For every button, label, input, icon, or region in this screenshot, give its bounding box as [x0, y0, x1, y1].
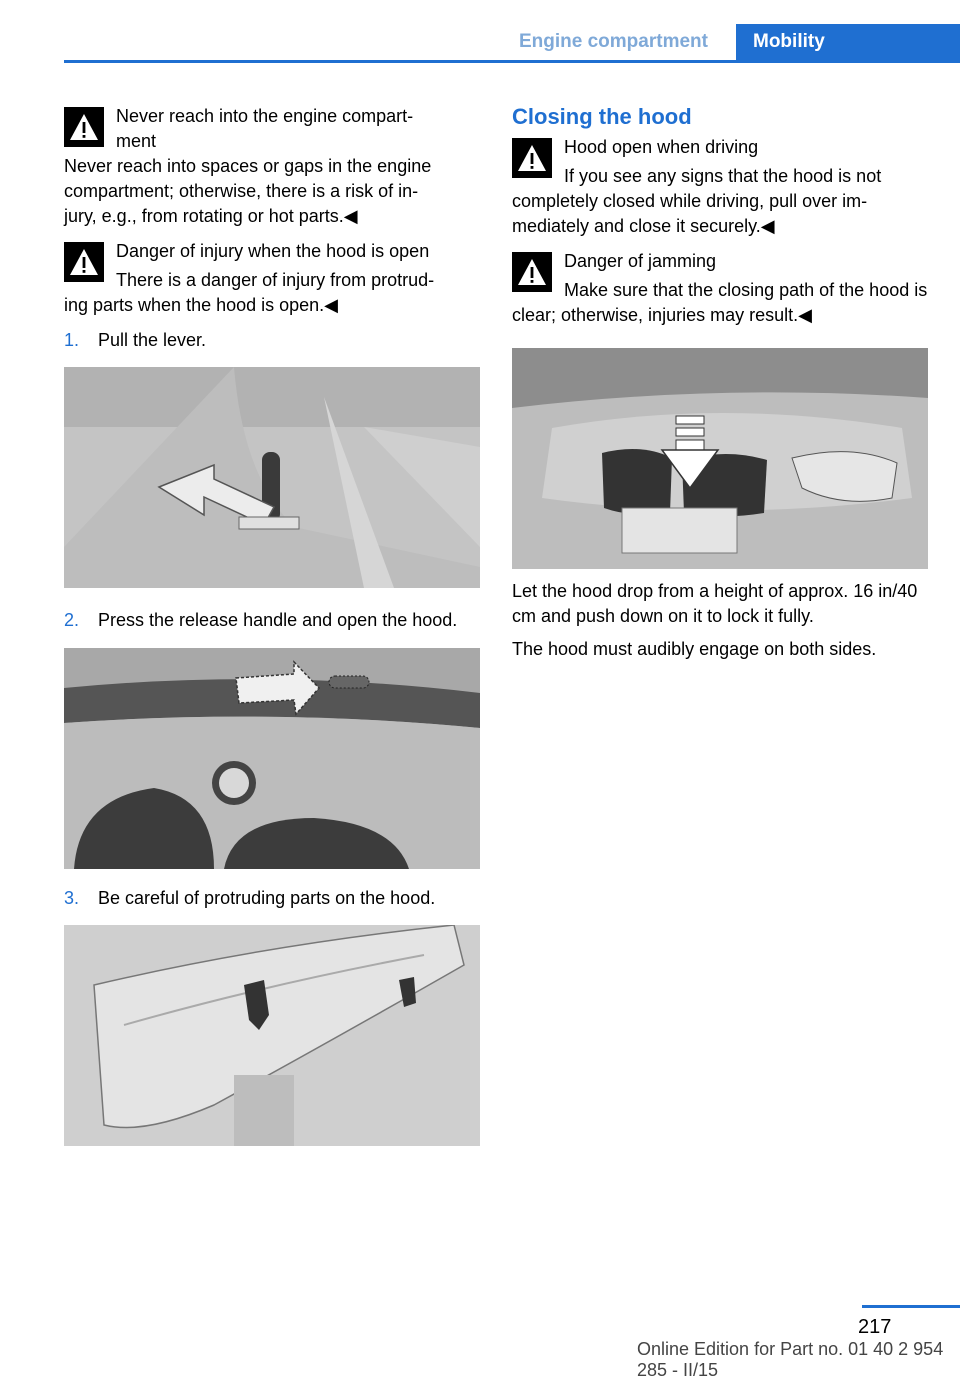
- figure-release-handle: [64, 648, 480, 869]
- warning-body: Never reach into spaces or gaps in the engine compartment; otherwise, there is a risk of in- jury, e.g., from rotating or hot parts.◀: [64, 156, 432, 226]
- warning-engine-compartment: [64, 104, 480, 229]
- warning-title: Danger of injury when the hood is open: [116, 241, 430, 261]
- figure-release-lever: [64, 367, 480, 588]
- footer-edition: Online Edition for Part no. 01 40 2 954 285 - II/15: [637, 1339, 944, 1380]
- warning-icon: [64, 107, 104, 147]
- warning-title: Never reach into the engine compart- ment: [116, 106, 414, 151]
- page-number: 217: [858, 1316, 892, 1338]
- paragraph-audible-engage: The hood must audibly engage on both sides.: [512, 639, 877, 659]
- figure-closing-hood: [512, 348, 928, 569]
- warning-title: Hood open when driving: [564, 137, 759, 157]
- step-number: 3.: [64, 888, 80, 908]
- warning-jamming: [512, 249, 928, 328]
- warning-icon: [512, 252, 552, 292]
- step-text: Press the release handle and open the hood.: [98, 610, 458, 630]
- step-3: [64, 886, 480, 911]
- step-number: 1.: [64, 330, 80, 350]
- warning-body: Make sure that the closing path of the hood is clear; otherwise, injuries may result.◀: [512, 280, 928, 325]
- warning-body: If you see any signs that the hood is not completely closed while driving, pull over im- mediately and close it securely.◀: [512, 166, 882, 236]
- warning-hood-open: [64, 239, 480, 318]
- footer-rule: [862, 1305, 960, 1308]
- right-column: [512, 103, 928, 662]
- step-text: Be careful of protruding parts on the hood.: [98, 888, 436, 908]
- warning-hood-open-driving: [512, 135, 928, 239]
- paragraph-drop-hood: Let the hood drop from a height of approx. 16 in/40 cm and push down on it to lock it fully.: [512, 581, 918, 626]
- warning-body: There is a danger of injury from protrud- ing parts when the hood is open.◀: [64, 270, 435, 315]
- warning-icon: [64, 242, 104, 282]
- header-tab-label: Mobility: [753, 31, 825, 52]
- step-1: [64, 328, 480, 353]
- warning-icon: [512, 138, 552, 178]
- step-2: [64, 608, 480, 633]
- left-column: [64, 104, 480, 1146]
- step-number: 2.: [64, 610, 80, 630]
- header-section-title: Engine compartment: [519, 31, 708, 52]
- step-text: Pull the lever.: [98, 330, 207, 350]
- section-heading: Closing the hood: [512, 104, 692, 129]
- header-tab-mobility: [736, 24, 960, 61]
- warning-title: Danger of jamming: [564, 251, 717, 271]
- figure-hood-underside: [64, 925, 480, 1146]
